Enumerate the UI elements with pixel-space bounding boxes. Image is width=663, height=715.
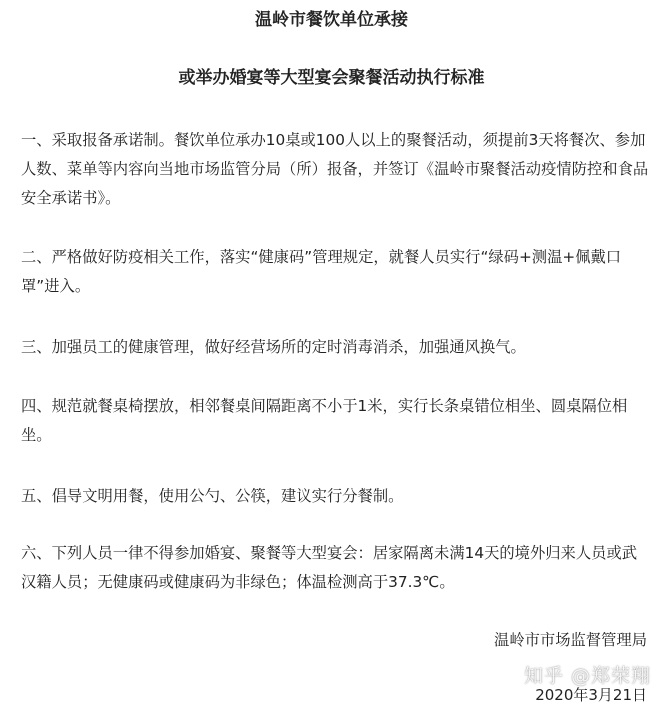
- paragraph-4: 四、规范就餐桌椅摆放，相邻餐桌间隔距离不小于1米，实行长条桌错位相坐、圆桌隔位相坐。: [21, 397, 628, 444]
- paragraph-3: 三、加强员工的健康管理，做好经营场所的定时消毒消杀，加强通风换气。: [21, 338, 526, 356]
- issue-date: 2020年3月21日: [535, 686, 647, 704]
- paragraph-5: 五、倡导文明用餐，使用公勺、公筷，建议实行分餐制。: [21, 487, 404, 505]
- paragraph-6: 六、下列人员一律不得参加婚宴、聚餐等大型宴会：居家隔离未满14天的境外归来人员或武汉籍人员；无健康码或健康码为非绿色；体温检测高于37.3℃。: [21, 544, 638, 591]
- document-title-line-1: 温岭市餐饮单位承接: [255, 10, 408, 30]
- paragraph-2: 二、严格做好防疫相关工作，落实“健康码”管理规定，就餐人员实行“绿码+测温+佩戴口罩”进入。: [21, 248, 622, 295]
- paragraph-1: 一、采取报备承诺制。餐饮单位承办10桌或100人以上的聚餐活动，须提前3天将餐次、参加人数、菜单等内容向当地市场监管分局（所）报备，并签订《温岭市聚餐活动疫情防控和食品安全承诺书》。: [21, 131, 649, 207]
- issuer-signature: 温岭市市场监督管理局: [494, 631, 647, 649]
- zhihu-watermark: 知乎 @郑荣翔: [524, 665, 652, 687]
- document-title-line-2: 或举办婚宴等大型宴会聚餐活动执行标准: [178, 68, 485, 88]
